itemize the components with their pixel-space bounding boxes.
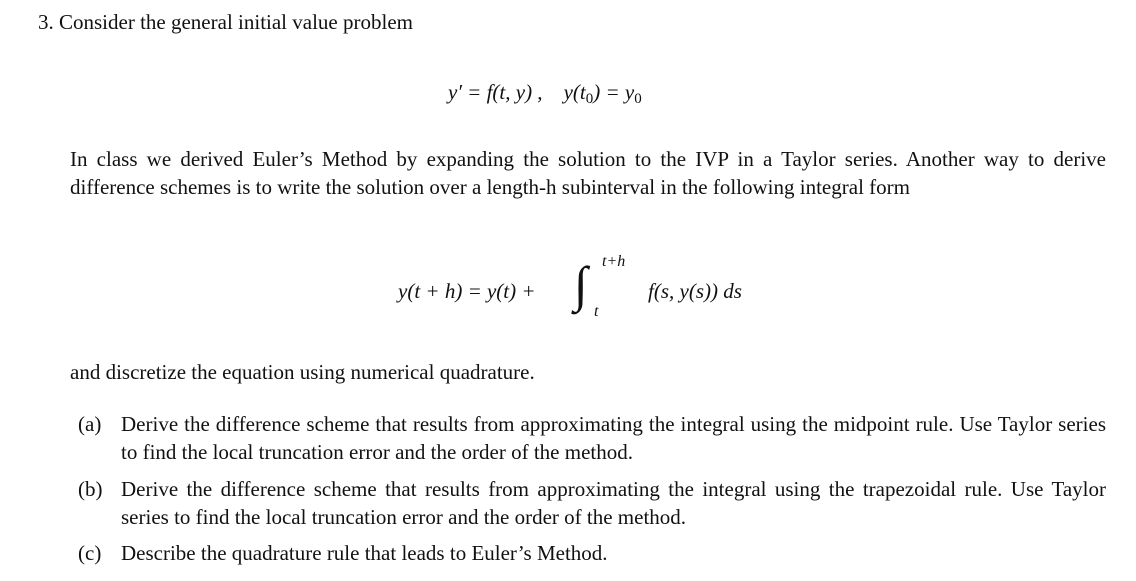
part-a-label: (a) — [78, 412, 102, 436]
ode-expression: y′ = f(t, y) , — [448, 80, 543, 104]
initial-condition-sub1: 0 — [585, 91, 594, 107]
part-c — [78, 540, 1106, 568]
part-b-label: (b) — [78, 477, 103, 501]
part-a-text: Derive the difference scheme that results from approximating the integral using the midpoint rule. Use Taylor series to find the local truncation error and the order of the method. — [121, 412, 1106, 464]
problem-number: 3. — [38, 10, 54, 34]
integral-lower-limit: t — [594, 303, 599, 320]
ivp-equation — [448, 80, 642, 108]
problem-heading — [38, 10, 413, 35]
initial-condition-part2: ) = y — [593, 80, 635, 104]
integral-upper-limit: t+h — [602, 253, 626, 270]
integral-sign: ∫ — [574, 256, 588, 312]
part-a — [78, 411, 1106, 466]
integral-equation-lhs — [398, 279, 536, 304]
part-c-text: Describe the quadrature rule that leads to Euler’s Method. — [121, 541, 608, 565]
part-b-text: Derive the difference scheme that results from approximating the integral using the trapezoidal rule. Use Taylor series to find the local truncation error and the order of the method. — [121, 477, 1106, 529]
integral-equation-lhs-text: y(t + h) = y(t) + — [398, 279, 536, 303]
part-c-label: (c) — [78, 541, 102, 565]
integrand: f(s, y(s)) ds — [648, 279, 742, 303]
problem-heading-text: Consider the general initial value problem — [59, 10, 413, 34]
discretize-sentence: and discretize the equation using numerical quadrature. — [70, 360, 535, 384]
initial-condition-part1: y(t — [563, 80, 586, 104]
initial-condition-sub2: 0 — [634, 91, 642, 107]
part-b — [78, 476, 1106, 531]
intro-paragraph: In class we derived Euler’s Method by expanding the solution to the IVP in a Taylor series. Another way to derive difference schemes is to write the solution over a length-h subinterval in the following integral form — [70, 147, 1106, 199]
